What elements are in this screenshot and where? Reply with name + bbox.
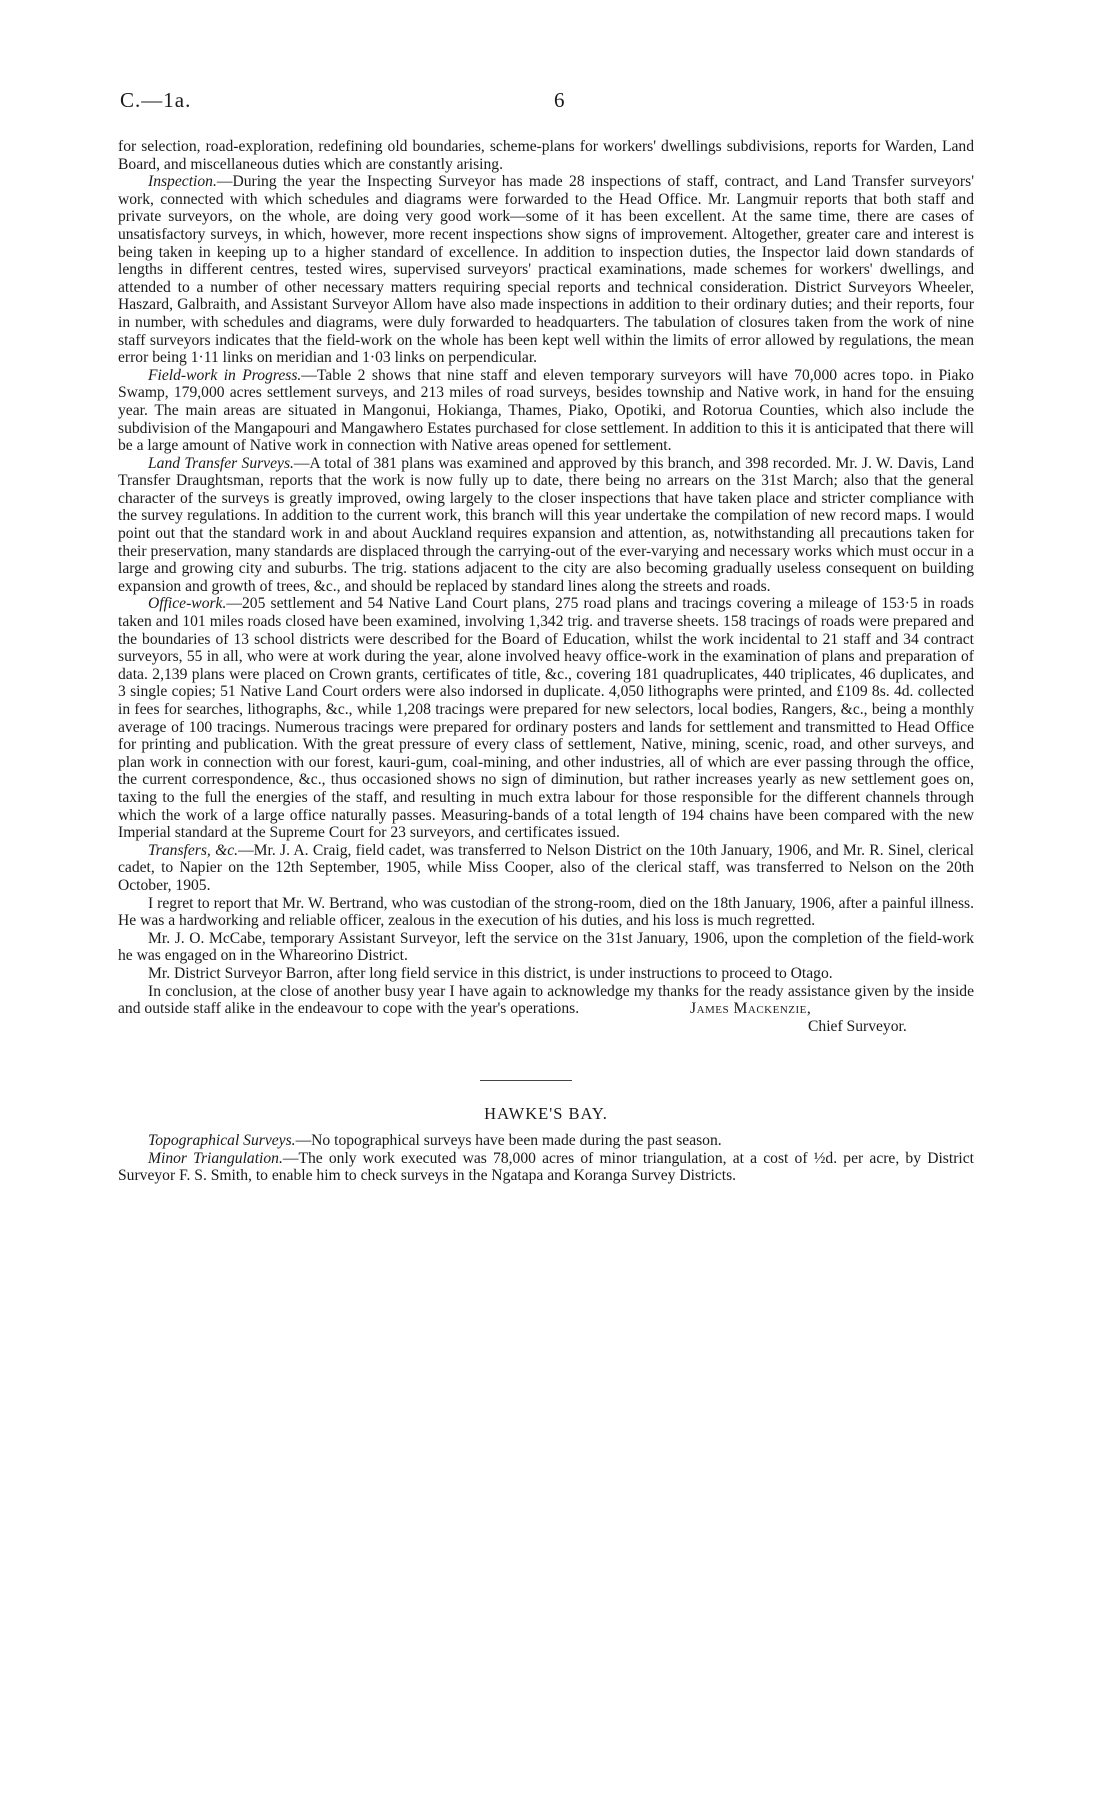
report-body [118, 138, 974, 1185]
paragraph-field-work [118, 367, 974, 455]
paragraph-lead: Transfers, &c. [148, 841, 239, 859]
paragraph-text: Mr. District Surveyor Barron, after long field service in this district, is under instructions to proceed to Otago. [148, 964, 833, 982]
section-divider [480, 1080, 572, 1081]
paragraph-text: —The only work executed was 78,000 acres of minor triangulation, at a cost of ½d. per acre, by District Surveyor F. S. Smith, to enable him to check surveys in the Ngatapa and Koranga Survey Districts. [118, 1149, 974, 1185]
paragraph-text: —Table 2 shows that nine staff and eleven temporary surveyors will have 70,000 acres topo. in Piako Swamp, 179,000 acres settlement surveys, and 213 miles of road surveys, besides township and Native work, in hand for the ensuing year. The main areas are situated in Mangonui, Hokianga, Thames, Piako, Opotiki, and Rotorua Counties, which also include the subdivision of the Mangapouri and Mangawhero Estates purchased for close settlement. In addition to this it is anticipated that there will be a large amount of Native work in connection with Native areas opened for settlement. [118, 366, 974, 455]
signatory-title: Chief Surveyor. [808, 1017, 907, 1035]
paragraph-text: Mr. J. O. McCabe, temporary Assistant Surveyor, left the service on the 31st January, 1906, upon the completion of the field-work he was engaged on in the Whareorino District. [118, 929, 974, 965]
page-number: 6 [554, 88, 565, 112]
signatory-name: James Mackenzie, [690, 999, 812, 1017]
paragraph-text: —Mr. J. A. Craig, field cadet, was transferred to Nelson District on the 10th January, 1906, and Mr. R. Sinel, clerical cadet, to Napier on the 12th September, 1905, while Miss Cooper, also of the clerical staff, was transferred to Nelson on the 20th October, 1905. [118, 841, 974, 894]
paragraph-lead: Land Transfer Surveys. [148, 454, 294, 472]
paragraph-bertrand [118, 895, 974, 930]
paragraph-lead: Inspection. [148, 173, 217, 191]
document-reference: C.—1a. [120, 88, 192, 112]
paragraph-mccabe [118, 930, 974, 965]
paragraph-lead: Minor Triangulation. [148, 1149, 283, 1167]
paragraph-text: —A total of 381 plans was examined and approved by this branch, and 398 recorded. Mr. J. W. Davis, Land Transfer Draughtsman, reports that the work is now fully up to date, there being no arrears on the 31st March; also that the general character of the surveys is greatly improved, owing largely to the closer inspections that have taken place and stricter compliance with the survey regulations. In addition to the current work, this branch will this year undertake the compilation of new record maps. I would point out that the standard work in and about Auckland requires expansion and attention, as, notwithstanding all precautions taken for their preservation, many standards are displaced through the carrying-out of the ever-varying and necessary works which must occur in a large and growing city and suburbs. The trig. stations adjacent to the city are also becoming gradually useless consequent on building expansion and growth of trees, &c., and should be replaced by standard lines along the streets and roads. [118, 454, 974, 595]
paragraph-topographical [118, 1132, 974, 1150]
paragraph-minor-triangulation [118, 1150, 974, 1185]
paragraph-lead: Field-work in Progress. [148, 366, 302, 384]
paragraph-continuation [118, 138, 974, 173]
paragraph-text: —No topographical surveys have been made during the past season. [295, 1132, 722, 1150]
paragraph-land-transfer [118, 455, 974, 596]
paragraph-lead: Office-work. [148, 595, 227, 613]
hawkes-bay-section [118, 1132, 974, 1185]
paragraph-inspection [118, 173, 974, 367]
page-header [120, 88, 990, 118]
paragraph-barron [118, 965, 974, 983]
paragraph-conclusion [118, 983, 974, 1018]
section-heading: HAWKE'S BAY. [484, 1103, 608, 1123]
paragraph-text: —205 settlement and 54 Native Land Court plans, 275 road plans and tracings covering a mileage of 153·5 in roads taken and 101 miles roads closed have been examined, involving 1,342 trig. and traverse sheets. 158 tracings of roads were prepared and the boundaries of 13 school districts were described for the Board of Education, whilst the work incidental to 21 staff and 34 contract surveyors, 55 in all, who were at work during the year, alone involved heavy office-work in the examination of plans and preparation of data. 2,139 plans were placed on Crown grants, certificates of title, &c., covering 181 quadruplicates, 440 triplicates, 46 duplicates, and 3 single copies; 51 Native Land Court orders were also indorsed in duplicate. 4,050 lithographs were printed, and £109 8s. 4d. collected in fees for searches, lithographs, &c., while 1,208 tracings were prepared for new selectors, local bodies, Rangers, &c., being a monthly average of 100 tracings. Numerous tracings were prepared for ordinary posters and lands for settlement and transmitted to Head Office for printing and publication. With the great pressure of every class of settlement, Native, mining, scenic, road, and other surveys, and plan work in connection with our forest, kauri-gum, coal-mining, and other industries, all of which are ever passing through the office, the current correspondence, &c., thus occasioned shows no sign of diminution, but rather increases yearly as new settlement goes on, taxing to the full the energies of the staff, and resulting in much extra labour for those responsible for the different channels through which the work of a large office naturally passes. Measuring-bands of a total length of 194 chains have been compared with the new Imperial standard at the Supreme Court for 23 surveyors, and certificates issued. [118, 595, 974, 842]
paragraph-text: I regret to report that Mr. W. Bertrand, who was custodian of the strong-room, died on the 18th January, 1906, after a painful illness. He was a hardworking and reliable officer, zealous in the execution of his duties, and his loss is much regretted. [118, 894, 974, 930]
paragraph-lead: Topographical Surveys. [148, 1132, 296, 1150]
paragraph-text: In conclusion, at the close of another busy year I have again to acknowledge my thanks for the ready assistance given by the inside and outside staff alike in the endeavour to cope with the year's operations. [118, 982, 974, 1018]
paragraph-transfers [118, 842, 974, 895]
paragraph-text: —During the year the Inspecting Surveyor has made 28 inspections of staff, contract, and Land Transfer surveyors' work, connected with which schedules and diagrams were forwarded to the Head Office. Mr. Langmuir reports that both staff and private surveyors, on the whole, are doing very good work—some of it has been excellent. At the same time, there are cases of unsatisfactory surveys, in which, however, more recent inspections show signs of improvement. Altogether, greater care and interest is being taken in keeping up to a higher standard of excellence. In addition to inspection duties, the Inspector laid down standards of lengths in different centres, tested wires, supervised surveyors' practical examinations, made schemes for workers' dwellings, and attended to a number of other necessary matters requiring special reports and technical consideration. District Surveyors Wheeler, Haszard, Galbraith, and Assistant Surveyor Allom have also made inspections in addition to their ordinary duties; and their reports, four in number, with schedules and diagrams, were duly forwarded to headquarters. The tabulation of closures taken from the work of nine staff surveyors indicates that the field-work on the whole has been kept well within the limits of error allowed by regulations, the mean error being 1·11 links on meridian and 1·03 links on perpendicular. [118, 173, 974, 367]
paragraph-office-work [118, 595, 974, 841]
paragraph-text: for selection, road-exploration, redefining old boundaries, scheme-plans for workers' dwellings subdivisions, reports for Warden, Land Board, and miscellaneous duties which are constantly arising. [118, 138, 974, 173]
